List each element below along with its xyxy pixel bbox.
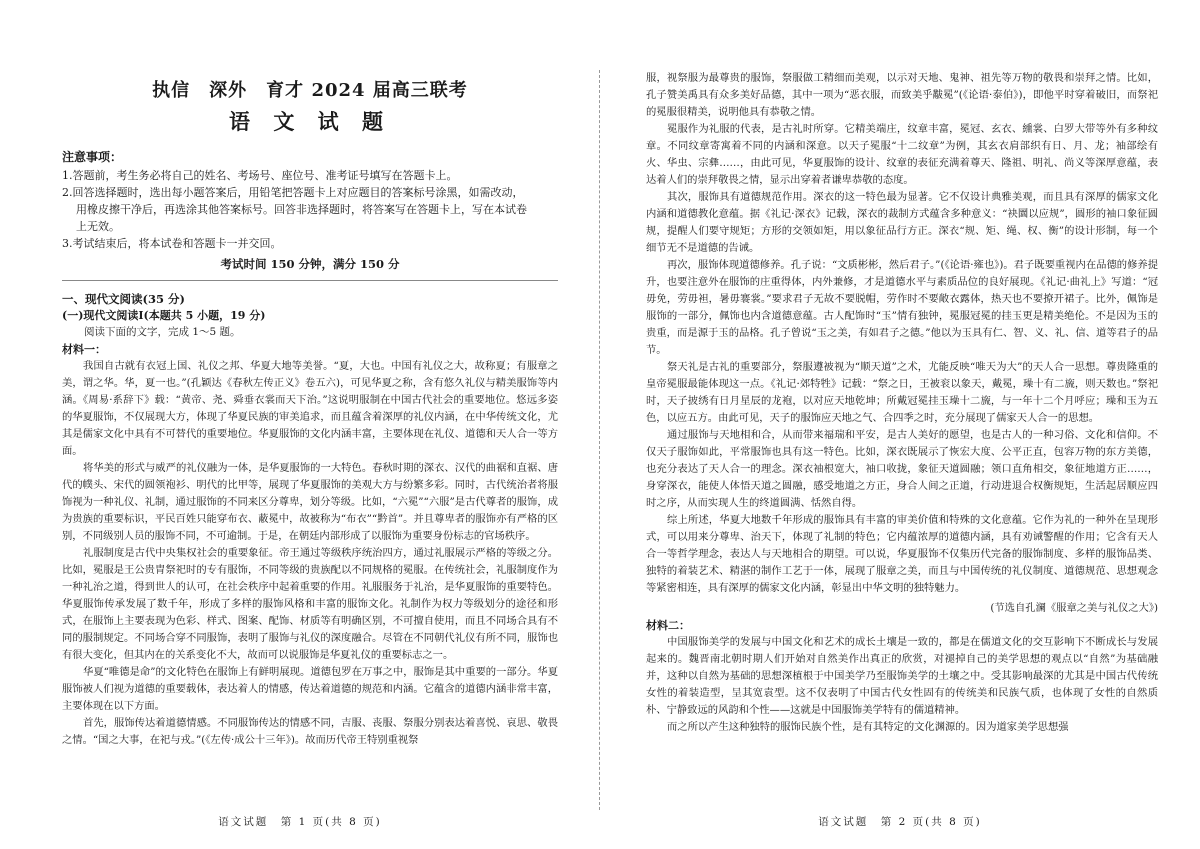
paragraph: 综上所述，华夏大地数千年形成的服饰具有丰富的审美价值和特殊的文化意蕴。它作为礼的一种外在呈现形式，可以用来分尊卑、治天下，体现了礼制的特色；它内蕴浓厚的道德内涵，具有劝诫警醒的作用；它含有天人合一等哲学理念，表达人与天地相合的期望。可以说，华夏服饰不仅集历代完备的服饰制度、多样的服饰品类、独特的着装艺术、精湛的制作工艺于一体，展现了服章之美，而且与中国传统的礼仪制度、道德规范、思想观念等紧密相连，具有深厚的儒家文化内涵，彰显出中华文明的独特魅力。 <box>646 514 1158 594</box>
exam-school-line: 执信 深外 育才 2024 届高三联考 <box>152 80 468 101</box>
source-citation: (节选自孔澜《服章之美与礼仪之大》) <box>990 602 1158 614</box>
notice-item-1: 1.答题前，考生务必将自己的姓名、考场号、座位号、准考证号填写在答题卡上。 <box>62 169 458 182</box>
notice-item-2-end: 上无效。 <box>76 220 120 233</box>
paragraph: 再次，服饰体现道德修养。孔子说：“文质彬彬，然后君子。”(《论语·雍也》)。君子既要重视内在品德的修养提升，也要注意外在服饰的庄重得体，内外兼修，才是道德水平与素质品位的良好展现。《礼记·曲礼上》写道：“冠毋免，劳毋袒，暑毋褰裳。”要求君子无故不要脱帽，劳作时不要敞衣露体，热天也不要撩开裙子。比外，佩饰是服饰的一部分，佩饰也内含道德意蕴。古人配饰时“玉”情有独钟，冕服冠冕的挂玉更是精美绝伦。不是因为玉的贵重，而是源于玉的品格。孔子曾说“玉之美，有如君子之德。”他以为玉具有仁、智、义、礼、信、道等君子的品节。 <box>646 259 1158 356</box>
section-heading: 一、现代文阅读(35 分) <box>62 292 185 306</box>
paragraph: 祭天礼是古礼的重要部分，祭服遵被视为“顺天道”之术，尤能反映“唯天为大”的天人合一思想。尊贵隆重的皇帝冕服最能体现这一点。《礼记·郊特牲》记载：“祭之日，王被衮以象天，戴冕，璪十有二旒，则天数也。”祭祀时，天子披绣有日月星辰的龙袍，以对应天地乾坤；所戴冠冕挂玉璪十二旒，与一年十二个月呼应；璪和玉为五色，以应五方。由此可见，天子的服饰应天地之气、合四季之时，充分展现了儒家天人合一的思想。 <box>646 361 1158 424</box>
page-title: 语 文 试 题 <box>229 109 391 134</box>
reading-instruction: 阅读下面的文字，完成 1～5 题。 <box>84 326 241 338</box>
notice-heading: 注意事项： <box>62 150 123 164</box>
paragraph: 华夏“唯德是命”的文化特色在服饰上有鲜明展现。道德包罗在万事之中，服饰是其中重要的一部分。华夏服饰被人们视为道德的重要载体，表达着人的情感，传达着道德的规范和内涵。它蕴含的道德内涵非常丰富，主要体现在以下方面。 <box>62 666 558 712</box>
paragraph: 礼服制度是古代中央集权社会的重要象征。帝王通过等级秩序统治四方，通过礼服展示严格的等级之分。比如，冕服是王公贵胄祭祀时的专有服饰，不同等级的贵族配以不同规格的冕服。在传统社会，礼服制度作为一种礼治之道，得到世人的认可，在社会秩序中起着重要的作用。礼服服务于礼治，是华夏服饰的重要特色。华夏服饰传承发展了数千年，形成了多样的服饰风格和丰富的服饰文化。礼制作为权力等级划分的途径和形式，在服饰上主要表现为色彩、样式、图案、配饰、材质等有明确区别，不可擅自使用，而且不同场合具有不同的服制规定。不同场合穿不同服饰，表明了服饰与礼仪的深度融合。尽管在不同朝代礼仪有所不同，服饰也有很大变化，但其内在的关系变化不大，故而可以说服饰是华夏礼仪的重要标志之一。 <box>62 547 558 661</box>
paragraph: 首先，服饰传达着道德情感。不同服饰传达的情感不同，吉服、丧服、祭服分别表达着喜悦、哀思、敬畏之情。“国之大事，在祀与戎。”(《左传·成公十三年》)。故而历代帝王特别重视祭 <box>62 717 558 746</box>
notice-item-3: 3.考试结束后，将本试卷和答题卡一并交回。 <box>62 237 282 250</box>
subsection-heading: (一)现代文阅读Ⅰ(本题共 5 小题，19 分) <box>62 309 266 322</box>
paragraph: 通过服饰与天地相和合，从而带来福瑞和平安，是古人美好的愿望，也是古人的一种习俗、文化和信仰。不仅天子服饰如此，平常服饰也具有这一特色。比如，深衣既展示了恢宏大度、公平正直，包容万物的东方美德，也充分表达了天人合一的理念。深衣袖根宽大，袖口收拢，象征天道圆融；领口直角相交，象征地道方正……，身穿深衣，能使人体悟天道之圆融，感受地道之方正，身合人间之正道，行动进退合权衡规矩，生活起居顺应四时之序，从而实现人生的终道圆满、恬然自得。 <box>646 429 1158 509</box>
exam-time: 考试时间 150 分钟，满分 150 分 <box>220 257 400 271</box>
paragraph: 中国服饰美学的发展与中国文化和艺术的成长土壤是一致的，都是在儒道文化的交互影响下不断成长与发展起来的。魏晋南北朝时期人们开始对自然美作出真正的欣赏，对褪掉自己的美学思想的观点以“自然”为基础融并，这种以自然为基础的思想深植根于中国美学乃至服饰美学的土壤之中。受其影响最深的尤其是中国古代传统女性的着装造型，呈其宽袁型。这不仅表明了中国古代女性固有的传统美和民族气质，也体现了女性的自然质朴、宁静致远的风韵和个性——这就是中国服饰美学特有的儒道精神。 <box>646 636 1158 716</box>
paragraph: 而之所以产生这种独特的服饰民族个性，是有其特定的文化渊源的。因为道家美学思想强 <box>667 721 1069 733</box>
separator-line <box>62 280 558 281</box>
paragraph: 将华美的形式与威严的礼仪融为一体，是华夏服饰的一大特色。春秋时期的深衣、汉代的曲裾和直裾、唐代的幞头、宋代的圆领袍衫、明代的比甲等，展现了华夏服饰的美观大方与纷繁多彩。同时，古代统治者将服饰视为一种礼仪、礼制，通过服饰的不同来区分尊卑，划分等级。比如，“六冕”“六服”是古代尊者的服饰，成为贵族的重要标识，平民百姓只能穿布衣、蔽冕中，故被称为“布衣”“黔首”。并且尊卑者的服饰亦有严格的区别，不同级别人员的服饰不同，不可逾制。于是，在朝廷内部形成了以服饰为重要身份标志的官场秩序。 <box>62 462 558 542</box>
paragraph: 冕服作为礼服的代表，是古礼时所穿。它精美端庄，纹章丰富，冕冠、玄衣、纁裳、白罗大带等外有多种纹章。不同纹章寄寓着不同的内涵和深意。以天子冕服“十二纹章”为例，其玄衣肩部织有日、月、龙；袖部绘有火、华虫、宗彝……，由此可见，华夏服饰的设计、纹章的表征充满着尊天、隆祖、明礼、尚义等深厚意蕴，表达着人们的崇拜敬畏之情，显示出穿着者谦卑恭敬的态度。 <box>646 123 1158 186</box>
notice-item-2-cont: 用橡皮擦干净后，再选涂其他答案标号。回答非选择题时，将答案写在答题卡上，写在本试卷 <box>76 203 527 216</box>
page-2 <box>600 0 1200 849</box>
paragraph: 服，视祭服为最尊贵的服饰，祭服做工精细而美观，以示对天地、鬼神、祖先等万物的敬畏和崇拜之情。比如，孔子赞美禹具有众多美好品德，其中一项为“恶衣服，而致美乎黻冕”(《论语·泰伯》)，即他平时穿着破旧，而祭祀的冕服很精美，说明他具有恭敬之情。 <box>646 72 1158 118</box>
page-footer: 语文试题 第 1 页(共 8 页) <box>218 816 382 828</box>
paragraph: 其次，服饰具有道德规范作用。深衣的这一特色最为显著。它不仅设计典雅美观，而且具有深厚的儒家文化内涵和道德教化意蕴。据《礼记·深衣》记载，深衣的裁制方式蕴含多种意义：“袂圜以应规”，圆形的袖口象征圆规，提醒人们要守规矩；方形的交领如矩，用以象征品行方正。深衣“规、矩、绳、权、衡”的设计形制，每一个细节无不是道德的告诫。 <box>646 191 1158 254</box>
material-2-heading: 材料二： <box>646 619 690 632</box>
notice-item-2: 2.回答选择题时，选出每小题答案后，用铅笔把答题卡上对应题目的答案标号涂黑，如需改动， <box>62 186 524 199</box>
page-footer: 语文试题 第 2 页(共 8 页) <box>818 816 982 828</box>
paragraph: 我国自古就有衣冠上国、礼仪之邦、华夏大地等美誉。“夏，大也。中国有礼仪之大，故称夏；有服章之美，谓之华。华，夏一也。”(孔颖达《春秋左传正义》卷五六)，可见华夏之称，含有悠久礼仪与精美服饰等内涵。《周易·系辞下》载：“黄帝、尧、舜垂衣裳而天下治。”这说明服制在中国古代社会的重要地位。悠远多姿的华夏服饰，不仅展现大方，体现了华夏民族的审美追求，而且蕴含着深厚的礼仪内涵，在中华传统文化，尤其是儒家文化中具有不可替代的重要地位。华夏服饰的文化内涵丰富，主要体现在礼仪、道德和天人合一等方面。 <box>62 360 558 457</box>
material-1-heading: 材料一： <box>62 343 106 356</box>
